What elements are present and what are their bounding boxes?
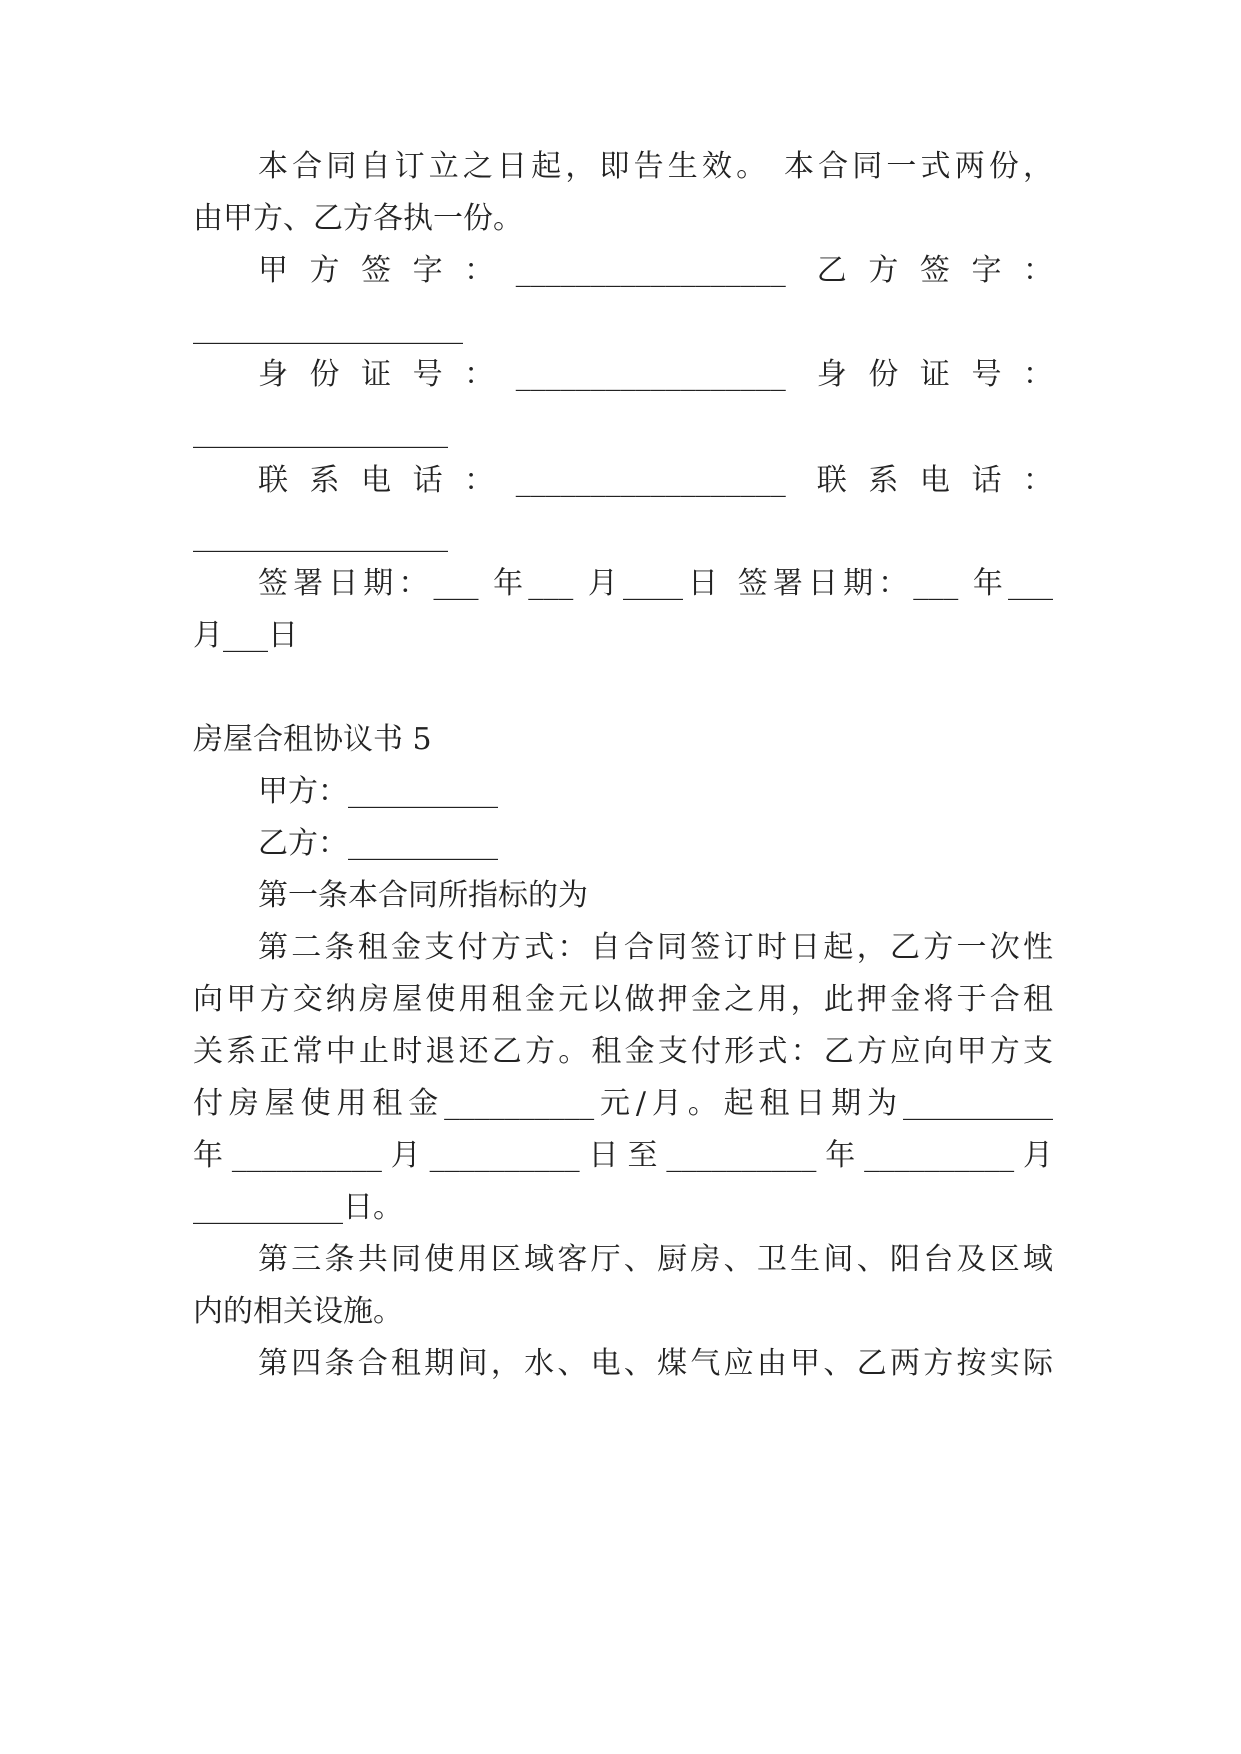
article-2-line-2: 向甲方交纳房屋使用租金元以做押金之用，此押金将于合租 (193, 982, 1053, 1017)
article-2-line-4: 付房屋使用租金__________元/月。起租日期为__________ (193, 1086, 1053, 1121)
article-2-line-3: 关系正常中止时退还乙方。租金支付形式：乙方应向甲方支 (193, 1034, 1053, 1069)
signature-row-party-a-b: 甲 方 签 字 ： __________________ 乙 方 签 字 ： (258, 253, 1053, 288)
signing-date-row: 签署日期：___ 年___ 月____日 签署日期：___ 年___ (258, 566, 1053, 601)
paragraph-effective-line-2: 由甲方、乙方各执一份。 (193, 201, 523, 236)
article-3-line-2: 内的相关设施。 (193, 1294, 403, 1329)
article-2-line-1: 第二条租金支付方式：自合同签订时日起，乙方一次性 (258, 930, 1053, 965)
article-2-line-6: __________日。 (193, 1190, 403, 1225)
phone-blank-party-b: _________________ (193, 518, 448, 553)
article-3-line-1: 第三条共同使用区域客厅、厨房、卫生间、阳台及区域 (258, 1242, 1053, 1277)
phone-row: 联 系 电 话 ： __________________ 联 系 电 话 ： (258, 463, 1053, 498)
article-2-line-5: 年__________月__________日至__________年__________月 (193, 1138, 1053, 1173)
paragraph-effective-line-1: 本合同自订立之日起，即告生效。 本合同一式两份， (258, 149, 1053, 184)
article-4-line-1: 第四条合租期间，水、电、煤气应由甲、乙两方按实际 (258, 1346, 1053, 1381)
section-title: 房屋合租协议书 5 (193, 722, 432, 757)
signature-blank-party-b: __________________ (193, 310, 463, 345)
signing-date-row-continued: 月___日 (193, 618, 298, 653)
article-1: 第一条本合同所指标的为 (258, 878, 588, 913)
party-a-field: 甲方：__________ (258, 774, 498, 809)
id-number-blank-party-b: _________________ (193, 414, 448, 449)
party-b-field: 乙方：__________ (258, 826, 498, 861)
id-number-row: 身 份 证 号 ： __________________ 身 份 证 号 ： (258, 357, 1053, 392)
